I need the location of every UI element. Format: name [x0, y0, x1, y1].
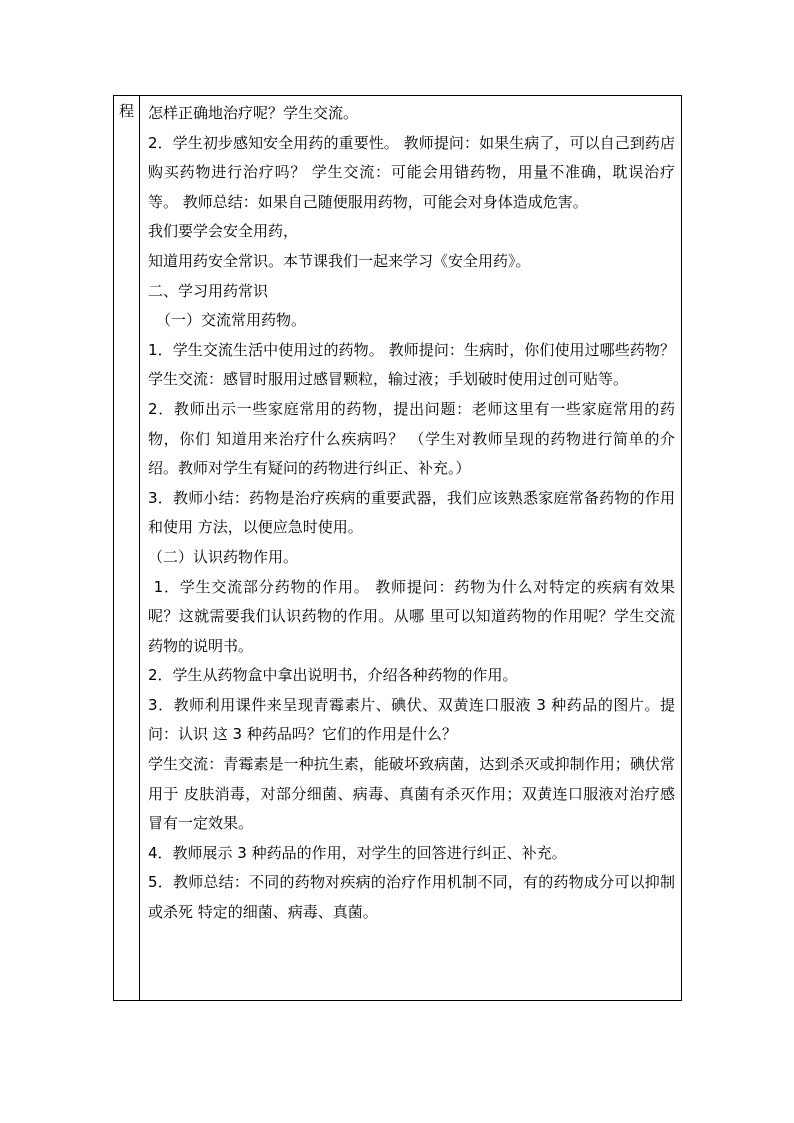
- label-cell: [114, 96, 140, 1001]
- lesson-table: [113, 95, 682, 1001]
- paragraph-13: 5．教师总结：不同的药物对疾病的治疗作用机制不同，有的药物成分可以抑制或杀死 特定的细菌、病毒、真菌。: [148, 873, 675, 922]
- paragraph-1: 怎样正确地治疗呢？学生交流。: [148, 104, 359, 122]
- row-label: 程: [118, 102, 134, 120]
- paragraph-4: 知道用药安全常识。本节课我们一起来学习《安全用药》。: [148, 251, 531, 270]
- table-row: [114, 96, 682, 1001]
- section-heading-2: 二、学习用药常识: [148, 281, 269, 300]
- paragraph-5: 1．学生交流生活中使用过的药物。 教师提问：生病时，你们使用过哪些药物？ 学生交流：感冒时服用过感冒颗粒，输过液；手划破时使用过创可贴等。: [148, 340, 675, 389]
- paragraph-7: 3．教师小结：药物是治疗疾病的重要武器，我们应该熟悉家庭常备药物的作用和使用 方法，以便应急时使用。: [148, 488, 675, 537]
- paragraph-10: 3．教师利用课件来呈现青霉素片、碘伏、双黄连口服液 3 种药品的图片。提问：认识 这 3 种药品吗？它们的作用是什么？: [148, 695, 675, 744]
- paragraph-8: 1．学生交流部分药物的作用。 教师提问：药物为什么对特定的疾病有效果呢？这就需要我们认识药物的作用。从哪 里可以知道药物的作用呢？学生交流药物的说明书。: [148, 577, 675, 655]
- paragraph-9: 2．学生从药物盒中拿出说明书，介绍各种药物的作用。: [148, 666, 518, 685]
- paragraph-11: 学生交流：青霉素是一种抗生素，能破坏致病菌，达到杀灭或抑制作用；碘伏常用于 皮肤消毒，对部分细菌、病毒、真菌有杀灭作用；双黄连口服液对治疗感冒有一定效果。: [148, 755, 675, 833]
- content-cell: [140, 96, 682, 1001]
- subsection-heading-1: （一）交流常用药物。: [156, 311, 307, 330]
- paragraph-6: 2．教师出示一些家庭常用的药物，提出问题：老师这里有一些家庭常用的药物，你们 知道用来治疗什么疾病吗？ （学生对教师呈现的药物进行简单的介绍。教师对学生有疑问的药物进行纠正、补充。）: [148, 399, 675, 478]
- paragraph-2: 2．学生初步感知安全用药的重要性。 教师提问：如果生病了，可以自己到药店购买药物进行治疗吗？ 学生交流：可能会用错药物，用量不准确，耽误治疗等。 教师总结：如果自己随便服用药物，可能会对身体造成危害。: [148, 133, 675, 211]
- paragraph-12: 4．教师展示 3 种药品的作用，对学生的回答进行纠正、补充。: [148, 843, 567, 862]
- subsection-heading-2: （二）认识药物作用。: [148, 547, 299, 566]
- paragraph-3: 我们要学会安全用药，: [148, 222, 299, 241]
